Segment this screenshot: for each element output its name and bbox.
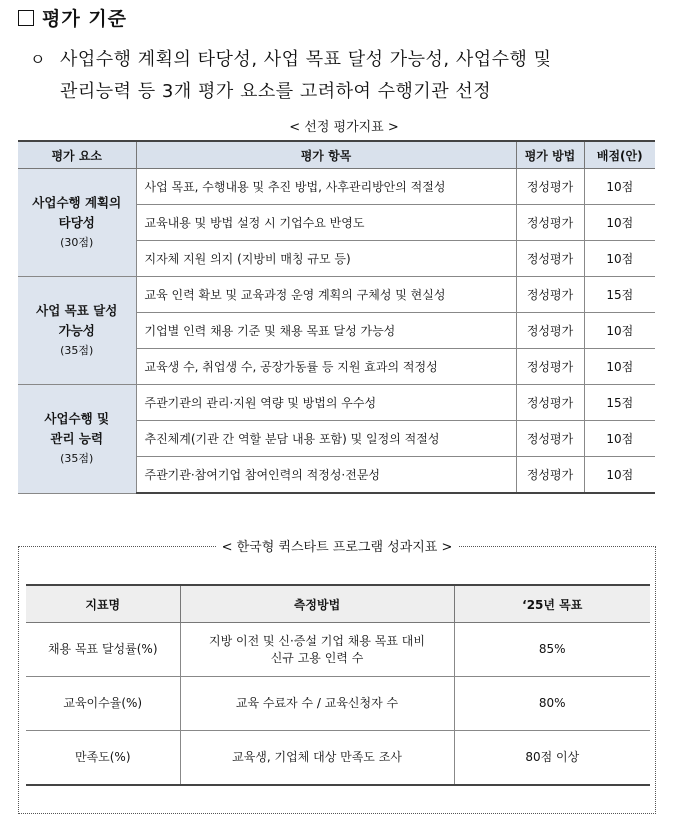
group-points: (35점) <box>60 343 94 357</box>
score-cell: 10점 <box>584 421 655 457</box>
indicator-name-cell: 채용 목표 달성률(%) <box>26 623 180 677</box>
table2-caption <box>18 536 656 555</box>
table-row <box>26 731 650 786</box>
method-cell: 정성평가 <box>516 241 584 277</box>
table2-caption-text: < 한국형 퀵스타트 프로그램 성과지표 > <box>216 540 459 555</box>
item-cell: 교육내용 및 방법 설정 시 기업수요 반영도 <box>136 205 516 241</box>
group-name-line2: 가능성 <box>58 322 95 338</box>
group-name-line1: 사업수행 계획의 <box>32 194 122 210</box>
score-cell: 15점 <box>584 385 655 421</box>
column-header: 측정방법 <box>180 585 454 623</box>
checkbox-square-icon <box>18 10 34 26</box>
indicator-name-cell: 교육이수율(%) <box>26 677 180 731</box>
column-header: 평가 방법 <box>516 141 584 169</box>
group-name-line2: 관리 능력 <box>50 430 104 446</box>
measurement-line1: 지방 이전 및 신·증설 기업 채용 목표 대비 <box>209 633 425 648</box>
section-heading-text: 평가 기준 <box>42 8 128 30</box>
paragraph-line-2: 관리능력 등 3개 평가 요소를 고려하여 수행기관 선정 <box>60 81 492 102</box>
method-cell: 정성평가 <box>516 349 584 385</box>
column-header: 지표명 <box>26 585 180 623</box>
section-heading <box>18 4 127 31</box>
score-cell: 10점 <box>584 205 655 241</box>
method-cell: 정성평가 <box>516 421 584 457</box>
bullet-icon: ㅇ <box>30 50 46 69</box>
target-cell: 80% <box>454 677 650 731</box>
table-row <box>18 169 655 205</box>
score-cell: 10점 <box>584 241 655 277</box>
group-points: (30점) <box>60 235 94 249</box>
method-cell: 정성평가 <box>516 457 584 494</box>
column-header: 평가 항목 <box>136 141 516 169</box>
performance-indicator-table <box>26 584 650 786</box>
score-cell: 10점 <box>584 169 655 205</box>
column-header: ‘25년 목표 <box>454 585 650 623</box>
method-cell: 정성평가 <box>516 385 584 421</box>
item-cell: 추진체계(기관 간 역할 분담 내용 포함) 및 일정의 적절성 <box>136 421 516 457</box>
column-header: 배점(안) <box>584 141 655 169</box>
table-header-row <box>18 141 655 169</box>
target-cell: 85% <box>454 623 650 677</box>
group-name-line2: 타당성 <box>58 214 95 230</box>
item-cell: 기업별 인력 채용 기준 및 채용 목표 달성 가능성 <box>136 313 516 349</box>
score-cell: 15점 <box>584 277 655 313</box>
group-points: (35점) <box>60 451 94 465</box>
item-cell: 교육 인력 확보 및 교육과정 운영 계획의 구체성 및 현실성 <box>136 277 516 313</box>
group-name-line1: 사업수행 및 <box>44 410 110 426</box>
table-row <box>18 277 655 313</box>
column-header: 평가 요소 <box>18 141 136 169</box>
measurement-cell <box>180 623 454 677</box>
target-cell: 80점 이상 <box>454 731 650 786</box>
table-row <box>26 677 650 731</box>
measurement-cell: 교육생, 기업체 대상 만족도 조사 <box>180 731 454 786</box>
measurement-line2: 신규 고용 인력 수 <box>270 650 364 665</box>
item-cell: 주관기관·참여기업 참여인력의 적정성·전문성 <box>136 457 516 494</box>
item-cell: 사업 목표, 수행내용 및 추진 방법, 사후관리방안의 적절성 <box>136 169 516 205</box>
score-cell: 10점 <box>584 457 655 494</box>
method-cell: 정성평가 <box>516 205 584 241</box>
method-cell: 정성평가 <box>516 169 584 205</box>
score-cell: 10점 <box>584 313 655 349</box>
group-cell <box>18 385 136 494</box>
method-cell: 정성평가 <box>516 313 584 349</box>
table-header-row <box>26 585 650 623</box>
evaluation-criteria-table <box>18 140 655 494</box>
method-cell: 정성평가 <box>516 277 584 313</box>
group-cell <box>18 169 136 277</box>
table-row <box>18 385 655 421</box>
score-cell: 10점 <box>584 349 655 385</box>
item-cell: 교육생 수, 취업생 수, 공장가동률 등 지원 효과의 적정성 <box>136 349 516 385</box>
measurement-cell: 교육 수료자 수 / 교육신청자 수 <box>180 677 454 731</box>
table1-caption: < 선정 평가지표 > <box>289 120 399 135</box>
item-cell: 주관기관의 관리·지원 역량 및 방법의 우수성 <box>136 385 516 421</box>
item-cell: 지자체 지원 의지 (지방비 매칭 규모 등) <box>136 241 516 277</box>
table-row <box>26 623 650 677</box>
indicator-name-cell: 만족도(%) <box>26 731 180 786</box>
group-name-line1: 사업 목표 달성 <box>36 302 118 318</box>
group-cell <box>18 277 136 385</box>
paragraph-line-1: 사업수행 계획의 타당성, 사업 목표 달성 가능성, 사업수행 및 <box>60 49 552 70</box>
